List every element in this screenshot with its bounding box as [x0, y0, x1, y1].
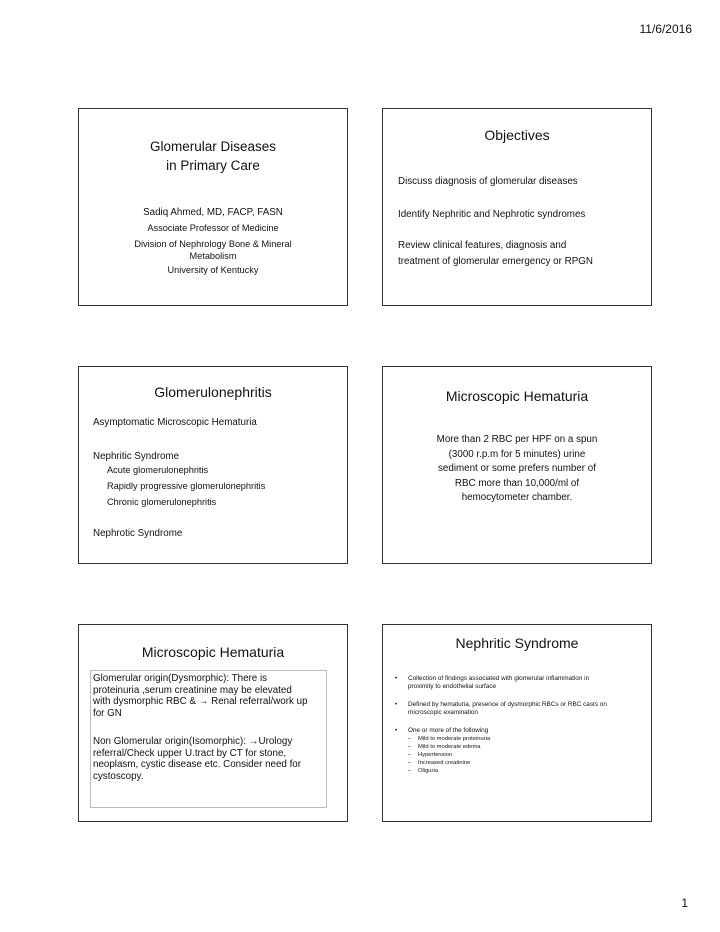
objective-item: Review clinical features, diagnosis and: [398, 240, 567, 251]
bullet-text: One or more of the following: [408, 727, 489, 734]
page-number: 1: [681, 896, 688, 910]
slide-heading: Glomerulonephritis: [154, 384, 272, 400]
sub-list-item: Chronic glomerulonephritis: [107, 497, 217, 507]
paragraph-line: proteinuria ,serum creatinine may be elevated: [93, 684, 292, 696]
slide-heading: Microscopic Hematuria: [141, 644, 285, 660]
title-line-1: Glomerular Diseases: [149, 139, 277, 154]
slide-title: [78, 108, 348, 306]
bullet-line: Defined by hematuria, presence of dysmorphic RBCs or RBC casts on: [408, 701, 607, 708]
sub-bullet-item: [408, 743, 645, 751]
paragraph-line: for GN: [93, 707, 122, 719]
definition-line: More than 2 RBC per HPF on a spun: [436, 434, 598, 445]
slide-heading: Objectives: [484, 127, 550, 143]
objective-item-continued: treatment of glomerular emergency or RPGN: [398, 256, 593, 267]
sub-bullet-item: [408, 751, 645, 759]
non-glomerular-origin-paragraph: [93, 736, 322, 782]
bullet-line: microscopic examination: [408, 709, 478, 716]
list-item: Nephrotic Syndrome: [93, 528, 183, 539]
objective-item: Identify Nephritic and Nephrotic syndromes: [398, 209, 586, 220]
dash-icon: –: [408, 760, 412, 766]
slide-glomerulonephritis: [78, 366, 348, 564]
definition-line: hemocytometer chamber.: [461, 492, 573, 503]
slide-microscopic-hematuria-origin: [78, 624, 348, 822]
bullet-text: [408, 675, 589, 691]
sub-list-item: Acute glomerulonephritis: [107, 465, 209, 475]
bullet-item: [395, 701, 645, 717]
author-division-line-2: Metabolism: [189, 251, 237, 261]
dash-icon: –: [408, 744, 412, 750]
paragraph-line: cystoscopy.: [93, 770, 144, 782]
objective-item: Discuss diagnosis of glomerular diseases: [398, 176, 578, 187]
paragraph-line: Glomerular origin(Dysmorphic): There is: [93, 673, 268, 684]
page-date: 11/6/2016: [639, 22, 692, 36]
bullet-list: [395, 675, 645, 775]
sub-bullet-item: [408, 759, 645, 767]
slide-objectives: [382, 108, 652, 306]
dash-icon: –: [408, 736, 412, 742]
slide-nephritic-syndrome: [382, 624, 652, 822]
bullet-text: [408, 701, 607, 717]
author-name: Sadiq Ahmed, MD, FACP, FASN: [143, 207, 283, 218]
definition-line: (3000 r.p.m for 5 minutes) urine: [448, 448, 586, 460]
sub-bullet-text: Oliguria: [418, 768, 438, 774]
sub-bullet-list: [408, 735, 645, 775]
bullet-item: [395, 727, 645, 735]
sub-bullet-text: Mild to moderate edema: [418, 744, 481, 750]
slide-heading: Nephritic Syndrome: [455, 635, 579, 651]
definition-line: sediment or some prefers number of: [438, 463, 596, 474]
slide-title-heading: [79, 137, 347, 175]
definition-line: RBC more than 10,000/ml of: [454, 477, 580, 489]
paragraph-line: Non Glomerular origin(Isomorphic): →Urology: [93, 736, 293, 747]
bullet-line: Collection of findings associated with glomerular inflammation in: [408, 675, 590, 682]
list-item: Asymptomatic Microscopic Hematuria: [93, 417, 257, 428]
title-line-2: in Primary Care: [166, 158, 260, 173]
sub-bullet-text: Mild to moderate proteinuria: [418, 736, 491, 742]
author-role: Associate Professor of Medicine: [147, 223, 279, 233]
definition-text: [383, 433, 651, 506]
sub-list-item: Rapidly progressive glomerulonephritis: [107, 481, 266, 491]
slide-heading: Microscopic Hematuria: [445, 388, 589, 404]
sub-bullet-text: Increased creatinine: [418, 760, 471, 766]
slide-microscopic-hematuria-definition: [382, 366, 652, 564]
dash-icon: –: [408, 768, 412, 774]
content-textbox: [90, 670, 327, 808]
sub-bullet-text: Hypertension: [418, 752, 453, 758]
paragraph-line: referral/Check upper U.tract by CT for stone,: [93, 747, 287, 759]
paragraph-line: neoplasm, cystic disease etc. Consider need for: [93, 759, 302, 770]
bullet-icon: •: [395, 701, 398, 708]
dash-icon: –: [408, 752, 412, 758]
bullet-icon: •: [395, 675, 398, 682]
author-institution: University of Kentucky: [167, 265, 259, 275]
sub-bullet-item: [408, 767, 645, 775]
sub-bullet-item: [408, 735, 645, 743]
bullet-line: proximity to endothelial surface: [408, 683, 497, 690]
list-item: Nephritic Syndrome: [93, 451, 180, 462]
glomerular-origin-paragraph: [93, 673, 322, 719]
author-division-line-1: Division of Nephrology Bone & Mineral: [134, 239, 292, 249]
bullet-item: [395, 675, 645, 691]
paragraph-line: with dysmorphic RBC & → Renal referral/work up: [93, 696, 308, 707]
bullet-icon: •: [395, 727, 398, 734]
